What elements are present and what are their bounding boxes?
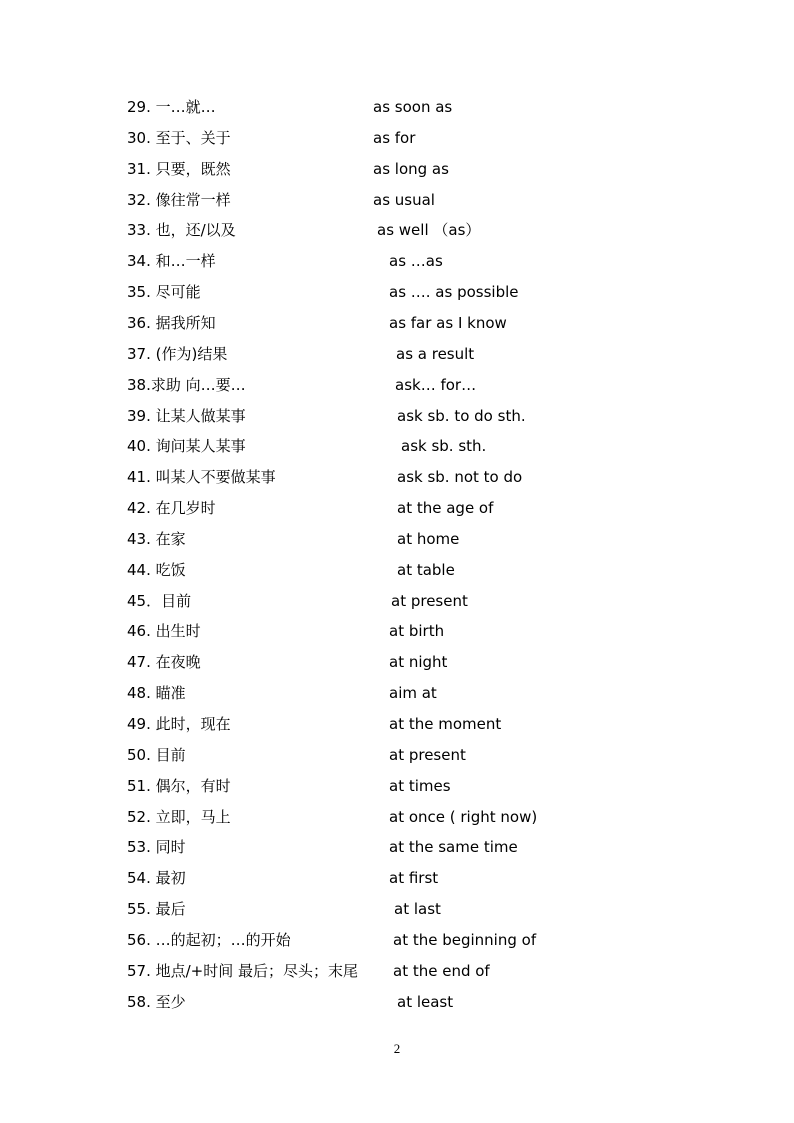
phrase-row [0,189,794,211]
english-phrase: at the beginning of [393,930,537,949]
phrase-row [0,836,794,858]
phrase-row [0,559,794,581]
chinese-meaning: 36. 据我所知 [127,313,216,332]
chinese-meaning: 58. 至少 [127,992,186,1011]
english-phrase: as soon as [373,98,453,116]
english-phrase: aim at [389,684,437,703]
phrase-row [0,312,794,334]
phrase-row [0,682,794,704]
english-phrase: at least [397,992,454,1011]
chinese-meaning: 40. 询问某人某事 [127,437,246,456]
phrase-row [0,898,794,920]
phrase-row [0,219,794,241]
chinese-meaning: 35. 尽可能 [127,283,201,302]
english-phrase: at first [389,869,439,888]
english-phrase: at present [391,591,468,610]
english-phrase: at the same time [389,838,518,857]
chinese-meaning: 39. 让某人做某事 [127,406,246,425]
phrase-row [0,405,794,427]
phrase-row [0,713,794,735]
chinese-meaning: 33. 也，还/以及 [127,221,236,240]
phrase-row [0,991,794,1013]
phrase-row [0,374,794,396]
english-phrase: at night [389,653,448,672]
phrase-row [0,806,794,828]
phrase-row [0,929,794,951]
english-phrase: ask… for… [395,375,477,394]
english-phrase: as a result [396,344,475,363]
phrase-row [0,960,794,982]
english-phrase: as well （as） [377,221,481,240]
phrase-row [0,528,794,550]
chinese-meaning: 52. 立即，马上 [127,807,231,826]
page-number: 2 [393,1041,401,1056]
phrase-row [0,867,794,889]
english-phrase: as …. as possible [389,283,519,302]
chinese-meaning: 42. 在几岁时 [127,499,216,518]
english-phrase: as long as [373,159,449,178]
phrase-row [0,651,794,673]
phrase-row [0,435,794,457]
english-phrase: as for [373,128,416,147]
english-phrase: at the end of [393,961,490,980]
chinese-meaning: 30. 至于、关于 [127,128,231,147]
english-phrase: at the age of [397,499,494,518]
chinese-meaning: 47. 在夜晚 [127,653,201,672]
english-phrase: as …as [389,252,443,271]
chinese-meaning: 34. 和…一样 [127,252,216,271]
phrase-row [0,127,794,149]
chinese-meaning: 38.求助 向…要… [127,375,246,394]
chinese-meaning: 44. 吃饭 [127,560,186,579]
chinese-meaning: 55. 最后 [127,900,186,919]
english-phrase: ask sb. to do sth. [397,406,526,425]
chinese-meaning: 29. 一…就… [127,98,216,116]
chinese-meaning: 51. 偶尔，有时 [127,776,231,795]
chinese-meaning: 31. 只要，既然 [127,159,231,178]
chinese-meaning: 50. 目前 [127,745,186,764]
chinese-meaning: 53. 同时 [127,838,186,857]
phrase-row [0,158,794,180]
chinese-meaning: 49. 此时，现在 [127,715,231,733]
phrase-row [0,590,794,612]
english-phrase: at table [397,560,455,579]
phrase-row [0,775,794,797]
chinese-meaning: 48. 瞄准 [127,684,186,703]
english-phrase: as far as I know [389,313,507,332]
english-phrase: at times [389,776,451,795]
phrase-row [0,343,794,365]
english-phrase: at present [389,745,466,764]
english-phrase: at home [397,529,460,548]
english-phrase: at last [394,900,441,919]
english-phrase: ask sb. sth. [401,437,487,456]
phrase-row [0,466,794,488]
english-phrase: at birth [389,622,445,641]
chinese-meaning: 54. 最初 [127,869,186,888]
chinese-meaning: 45．目前 [127,591,192,610]
phrase-row [0,744,794,766]
chinese-meaning: 46. 出生时 [127,622,201,641]
phrase-row [0,250,794,272]
phrase-row [0,620,794,642]
phrase-row [0,96,794,118]
english-phrase: at once ( right now) [389,807,538,826]
phrase-row [0,281,794,303]
english-phrase: ask sb. not to do [397,468,523,487]
chinese-meaning: 32. 像往常一样 [127,190,231,209]
chinese-meaning: 56. …的起初；…的开始 [127,930,291,949]
chinese-meaning: 43. 在家 [127,529,186,548]
english-phrase: as usual [373,190,435,209]
chinese-meaning: 57. 地点/+时间 最后；尽头；末尾 [127,961,359,980]
chinese-meaning: 37. (作为)结果 [127,344,228,363]
phrase-row [0,497,794,519]
chinese-meaning: 41. 叫某人不要做某事 [127,468,276,487]
english-phrase: at the moment [389,715,502,733]
